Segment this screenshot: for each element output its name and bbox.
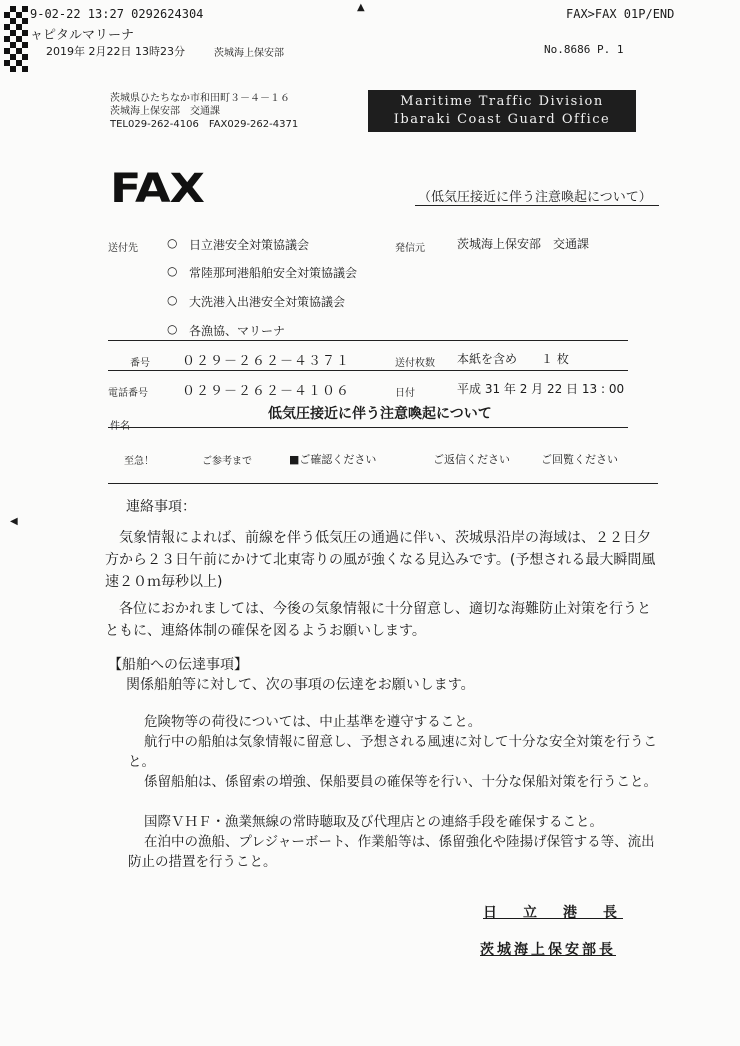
arrow-up-icon: ▲ xyxy=(357,2,365,13)
recipients-label: 送付先 xyxy=(108,243,138,254)
option-confirm: ■ご確認ください xyxy=(289,453,377,466)
phone-value: ０２９－２６２－４１０６ xyxy=(182,384,351,399)
banner-line1: Maritime Traffic Division xyxy=(400,94,604,109)
division-banner xyxy=(368,90,636,132)
tx-page-number: No.8686 P. 1 xyxy=(544,43,624,56)
fax-number-label: 番号 xyxy=(130,358,150,369)
option-reference: ご参考まで xyxy=(202,456,252,467)
recipient-bullet: ○ xyxy=(167,264,178,278)
option-reply: ご返信ください xyxy=(433,453,510,466)
sender-address: 茨城県ひたちなか市和田町３－４－１６ xyxy=(110,93,290,104)
phone-label: 電話番号 xyxy=(108,388,148,399)
subject-divider xyxy=(108,427,628,428)
option-review: ご回覧ください xyxy=(541,453,618,466)
recipient-item: 各漁協、マリーナ xyxy=(189,324,286,338)
from-label: 発信元 xyxy=(395,243,425,254)
body-paragraph-2: 各位におかれましては、今後の気象情報に十分留意し、適切な海難防止対策を行うとともに、連絡体制の確保を図るようお願いします。 xyxy=(105,601,651,639)
recipient-bullet: ○ xyxy=(167,322,178,336)
tx-header-line1: 9-02-22 13:27 0292624304 xyxy=(30,7,204,21)
pages-value: 本紙を含め １ 枚 xyxy=(457,352,569,366)
body-paragraph-1: 気象情報によれば、前線を伴う低気圧の通過に伴い、茨城県沿岸の海域は、２２日夕方から２３日午前にかけて北東寄りの風が強くなる見込みです。(予想される最大瞬間風速２０ｍ毎秒以上) xyxy=(105,530,656,590)
subject-header-underline xyxy=(415,205,659,206)
pages-label: 送付枚数 xyxy=(395,358,435,369)
body-heading: 連絡事項： xyxy=(126,499,196,515)
recipient-item: 日立港安全対策協議会 xyxy=(189,238,310,252)
number-divider xyxy=(108,370,628,371)
list-item: 国際ＶＨＦ・漁業無線の常時聴取及び代理店との連絡手段を確保すること。 xyxy=(144,814,603,830)
section-title: 【船舶への伝達事項】 xyxy=(108,657,248,673)
subject-label: 件名 xyxy=(110,421,130,432)
recipient-bullet: ○ xyxy=(167,293,178,307)
signature-harbor-master: 日 立 港 長 xyxy=(483,905,623,921)
list-item: 係留船舶は、係留索の増強、保船要員の確保等を行い、十分な保船対策を行うこと。 xyxy=(144,774,657,790)
recipient-item: 大洗港入出港安全対策協議会 xyxy=(189,295,346,309)
tx-sender-name: ャピタルマリーナ xyxy=(30,28,135,43)
date-label: 日付 xyxy=(395,388,415,399)
sender-department: 茨城海上保安部 交通課 xyxy=(110,106,220,117)
fax-logo: FAX xyxy=(110,166,204,212)
list-item: 危険物等の荷役については、中止基準を遵守すること。 xyxy=(144,714,482,730)
tx-header-pages: FAX>FAX 01P/END xyxy=(566,7,675,21)
banner-line2: Ibaraki Coast Guard Office xyxy=(393,112,611,127)
option-urgent: 至急！ xyxy=(124,456,154,467)
recipient-item: 常陸那珂港船舶安全対策協議会 xyxy=(189,266,358,280)
options-divider xyxy=(108,483,658,484)
recipients-divider xyxy=(108,340,628,341)
section-intro: 関係船舶等に対して、次の事項の伝達をお願いします。 xyxy=(126,677,475,693)
scan-checker-mark xyxy=(4,6,28,72)
sender-tel-fax: TEL029-262-4106 FAX029-262-4371 xyxy=(110,119,299,130)
list-item: 在泊中の漁船、プレジャーボート、作業船等は、係留強化や陸揚げ保管する等、流出防止の措置を行うこと。 xyxy=(128,834,655,870)
signature-coast-guard-chief: 茨城海上保安部長 xyxy=(480,942,616,958)
fax-subject-header: （低気圧接近に伴う注意喚起について） xyxy=(418,190,652,205)
tx-timestamp: 2019年 2月22日 13時23分 xyxy=(46,45,185,58)
subject-value: 低気圧接近に伴う注意喚起について xyxy=(268,406,492,422)
arrow-left-icon: ◀ xyxy=(10,516,18,527)
tx-office: 茨城海上保安部 xyxy=(214,48,284,59)
from-value: 茨城海上保安部 交通課 xyxy=(457,237,590,251)
list-item: 航行中の船舶は気象情報に留意し、予想される風速に対して十分な安全対策を行うこと。 xyxy=(128,734,657,770)
recipient-bullet: ○ xyxy=(167,236,178,250)
fax-number-value: ０２９－２６２－４３７１ xyxy=(182,354,351,369)
date-value: 平成 31 年 2 月 22 日 13 : 00 xyxy=(457,382,625,396)
